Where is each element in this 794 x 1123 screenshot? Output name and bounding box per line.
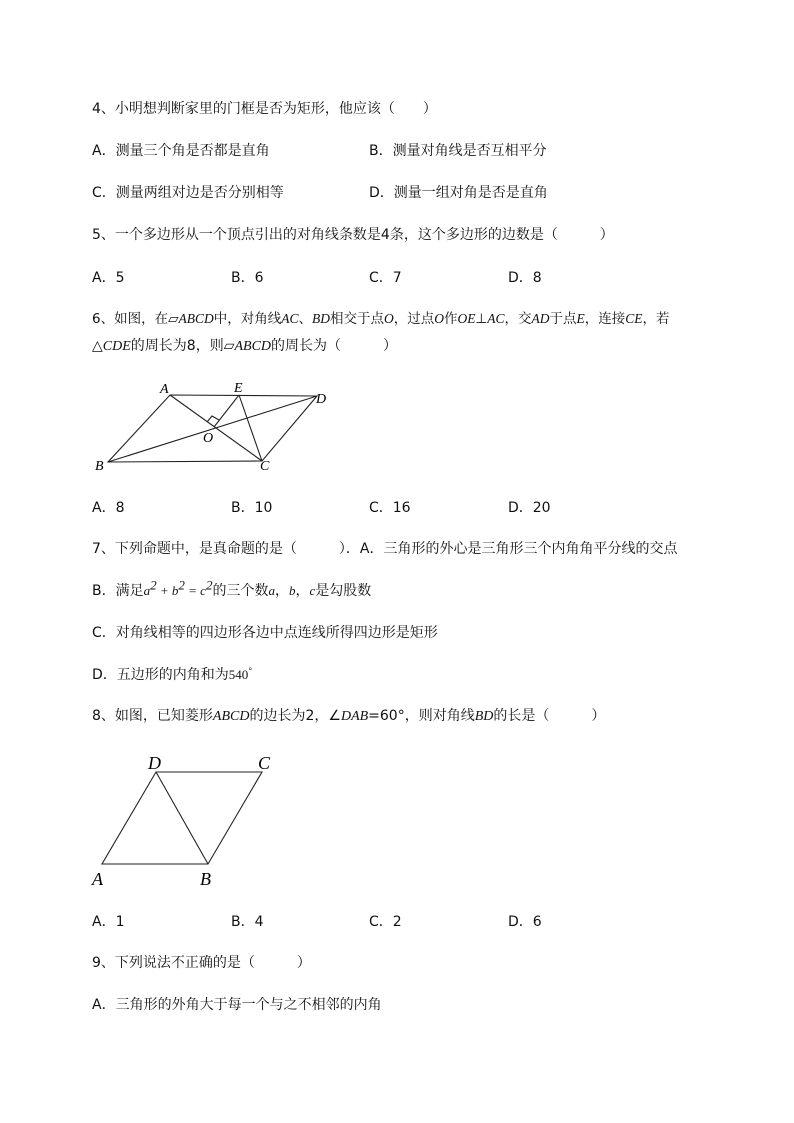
q6-option-c: C．16: [369, 500, 411, 516]
diagonal-bd: [108, 396, 317, 462]
diagonal-bd: [156, 772, 208, 864]
q6-option-a: A．8: [92, 500, 125, 516]
q8-option-c: C．2: [369, 914, 402, 930]
q5-stem: 5、一个多边形从一个顶点引出的对角线条数是4条，这个多边形的边数是（ ）: [92, 227, 614, 243]
label-d: D: [316, 392, 327, 407]
q6-option-b: B．10: [231, 500, 273, 516]
q5-option-d: D．8: [508, 270, 542, 286]
q8-stem: 8、如图，已知菱形ABCD的边长为2，∠DAB=60°，则对角线BD的长是（ ）: [92, 708, 606, 724]
q5-option-b: B．6: [231, 270, 264, 286]
q7-option-d: D．五边形的内角和为540°: [92, 666, 253, 683]
q4-option-a: A．测量三个角是否都是直角: [92, 143, 270, 159]
q5-option-a: A．5: [92, 270, 125, 286]
q4-option-b: B．测量对角线是否互相平分: [369, 143, 547, 159]
q4-stem: 4、小明想判断家里的门框是否为矩形，他应该（ ）: [92, 101, 437, 117]
label-d: D: [148, 753, 161, 773]
q9-option-a: A．三角形的外角大于每一个与之不相邻的内角: [92, 997, 382, 1013]
label-c: C: [260, 459, 270, 474]
q8-option-b: B．4: [231, 914, 264, 930]
label-c: C: [258, 753, 271, 773]
q6-stem-line2: △CDE的周长为8，则▱ABCD的周长为（ ）: [92, 338, 398, 354]
q5-option-c: C．7: [369, 270, 402, 286]
q8-option-a: A．1: [92, 914, 125, 930]
label-o: O: [203, 431, 214, 446]
q4-option-d: D．测量一组对角是否是直角: [369, 185, 548, 201]
label-e: E: [234, 381, 243, 396]
q9-stem: 9、下列说法不正确的是（ ）: [92, 955, 311, 971]
label-b: B: [95, 459, 104, 474]
q7-option-c: C．对角线相等的四边形各边中点连线所得四边形是矩形: [92, 625, 438, 641]
label-a: A: [92, 869, 103, 889]
q7-stem: 7、下列命题中，是真命题的是（ ）．A．三角形的外心是三角形三个内角角平分线的交点: [92, 541, 678, 557]
q4-option-c: C．测量两组对边是否分别相等: [92, 185, 284, 201]
q6-stem-line1: 6、如图，在▱ABCD中，对角线AC、BD相交于点O，过点O作OE⊥AC，交AD于点E，连接CE，若: [92, 311, 670, 327]
segment-ce: [239, 395, 262, 461]
q7-option-b: B．满足$a^2 + b^2 = c^2$的三个数a，b，c是勾股数: [92, 577, 372, 599]
q6-parallelogram-figure: [90, 375, 340, 475]
q8-option-d: D．6: [508, 914, 542, 930]
label-a: A: [160, 382, 169, 397]
right-angle-mark: [207, 416, 219, 422]
label-b: B: [200, 869, 211, 889]
q8-rhombus-figure: [88, 748, 288, 890]
q6-option-d: D．20: [508, 500, 551, 516]
